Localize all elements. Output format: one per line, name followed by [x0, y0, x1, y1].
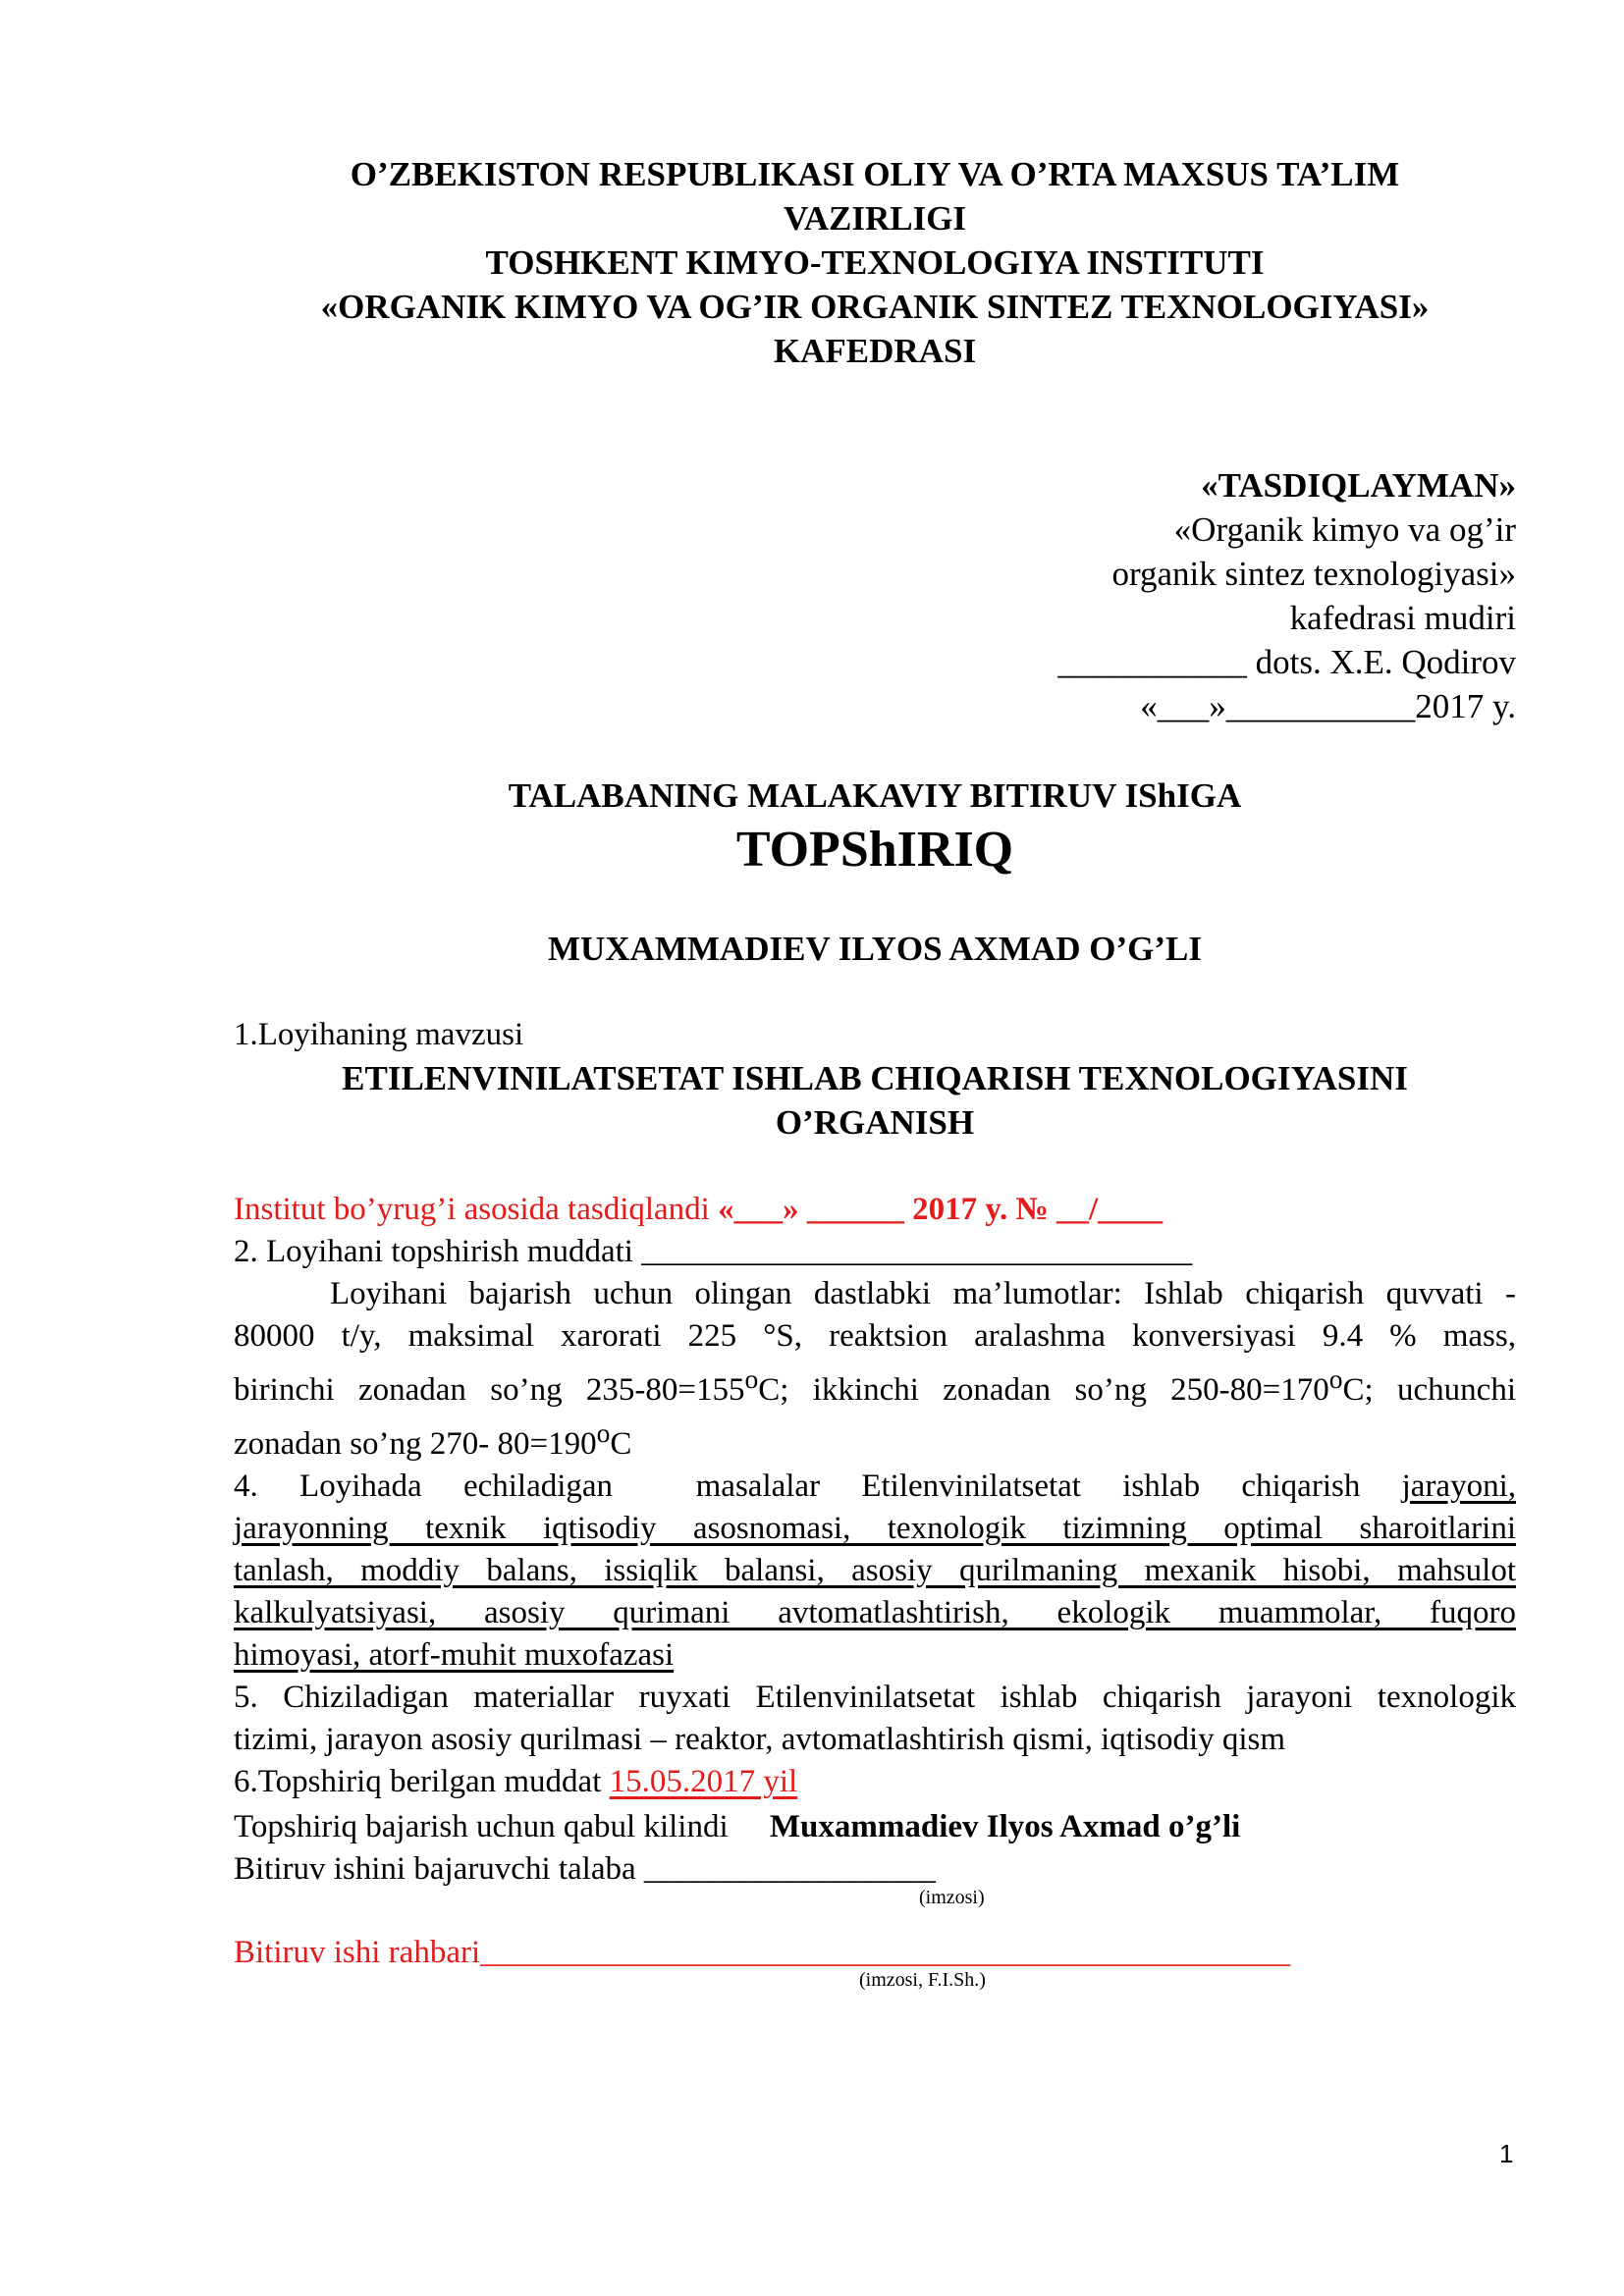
task-heading: TALABANING MALAKAVIY BITIRUV IShIGA — [508, 776, 1242, 815]
header-line: O’ZBEKISTON RESPUBLIKASI OLIY VA O’RTA MAXSUS TA’LIM — [350, 155, 1400, 193]
topic-label: 1.Loyihaning mavzusi — [234, 1017, 524, 1052]
item-3-text: birinchi zonadan so’ng 235-80=155 — [234, 1372, 745, 1408]
approval-line: organik sintez texnologiyasi» — [1111, 555, 1516, 593]
topic-line: O’RGANISH — [775, 1103, 975, 1142]
item-4-text: 4. Loyihada echiladigan masalalar Etilenvinilatsetat ishlab chiqarish — [234, 1468, 1402, 1504]
spacer — [234, 1145, 1516, 1189]
item-4-line: kalkulyatsiyasi, asosiy qurimani avtomatlashtirish, ekologik muammolar, fuqoro — [234, 1595, 1516, 1630]
approval-signature-line: ___________ dots. X.E. Qodirov — [1057, 643, 1516, 681]
degree-sup: o — [596, 1417, 611, 1448]
header-line: TOSHKENT KIMYO-TEXNOLOGIYA INSTITUTI — [485, 243, 1265, 282]
header-line: «ORGANIK KIMYO VA OG’IR ORGANIK SINTEZ TEXNOLOGIYASI» — [320, 288, 1430, 326]
item-5-line: tizimi, jarayon asosiy qurilmasi – reaktor, avtomatlashtirish qismi, iqtisodiy qism — [234, 1722, 1286, 1757]
item-3-line: Loyihani bajarish uchun olingan dastlabki ma’lumotlar: Ishlab chiqarish quvvati - — [330, 1276, 1516, 1311]
item-3-text: C — [610, 1426, 632, 1462]
approval-date-line: «___»___________2017 y. — [1140, 687, 1516, 725]
item-6-date: 15.05.2017 yil — [609, 1764, 798, 1799]
institution-header — [234, 152, 1516, 373]
acceptance-name: Muxammadiev Ilyos Axmad o’g’li — [769, 1809, 1241, 1844]
acceptance-label: Topshiriq bajarish uchun qabul kilindi — [234, 1809, 729, 1844]
header-line: VAZIRLIGI — [783, 199, 967, 238]
supervisor-caption: (imzosi, F.I.Sh.) — [859, 1969, 986, 1991]
item-6 — [234, 1761, 1516, 1803]
order-value: «___» ______ 2017 y. № __/____ — [718, 1192, 1164, 1227]
item-6-label: 6.Topshiriq berilgan muddat — [234, 1764, 610, 1799]
signature-caption: (imzosi) — [919, 1887, 985, 1908]
task-title: TOPShIRIQ — [735, 822, 1014, 878]
item-3-line — [234, 1412, 1516, 1466]
acceptance-line — [234, 1806, 1516, 1848]
item-3-line: 80000 t/y, maksimal xarorati 225 °S, reaktsion aralashma konversiyasi 9.4 % mass, — [234, 1318, 1516, 1354]
degree-sup: o — [1328, 1363, 1343, 1394]
item-4-text: jarayoni, — [1401, 1468, 1516, 1504]
approval-line: kafedrasi mudiri — [1289, 599, 1516, 637]
supervisor-line — [234, 1932, 1516, 1974]
degree-sup: o — [744, 1363, 759, 1394]
item-4-line: tanlash, moddiy balans, issiqlik balansi, asosiy qurilmaning mexanik hisobi, mahsulot — [234, 1553, 1516, 1588]
approval-title: «TASDIQLAYMAN» — [1201, 466, 1516, 505]
topic-title — [234, 1056, 1516, 1145]
item-4-line: himoyasi, atorf-muhit muxofazasi — [234, 1637, 675, 1673]
approval-block — [1057, 463, 1516, 728]
header-line: KAFEDRASI — [773, 332, 977, 370]
item-3-text: C; uchunchi — [1342, 1372, 1516, 1408]
item-4-line — [234, 1466, 1516, 1508]
student-signature-line: Bitiruv ishini bajaruvchi talaba __________________ — [234, 1851, 936, 1887]
student-name: MUXAMMADIEV ILYOS AXMAD O’G’LI — [548, 930, 1202, 968]
approval-line: «Organik kimyo va og’ir — [1173, 510, 1516, 549]
item-5-line: 5. Chiziladigan materiallar ruyxati Etilenvinilatsetat ishlab chiqarish jarayoni texnologik — [234, 1680, 1516, 1715]
item-3-text: C; ikkinchi zonadan so’ng 250-80=170 — [758, 1372, 1329, 1408]
item-3-text: zonadan so’ng 270- 80=190 — [234, 1426, 597, 1462]
task-body — [234, 1014, 1516, 1803]
item-4-line: jarayonning texnik iqtisodiy asosnomasi, texnologik tizimning optimal sharoitlarini — [234, 1511, 1516, 1546]
item-3-line — [234, 1358, 1516, 1412]
page-number: 1 — [1499, 2139, 1514, 2168]
order-line — [234, 1189, 1516, 1231]
order-label: Institut bo’yrug’i asosida tasdiqlandi — [234, 1192, 710, 1227]
topic-line: ETILENVINILATSETAT ISHLAB CHIQARISH TEXNOLOGIYASINI — [342, 1059, 1408, 1097]
supervisor-label: Bitiruv ishi rahbari — [234, 1935, 481, 1970]
supervisor-blank: __________________________________________________ — [480, 1935, 1291, 1970]
item-2: 2. Loyihani topshirish muddati __________________________________ — [234, 1234, 1193, 1269]
